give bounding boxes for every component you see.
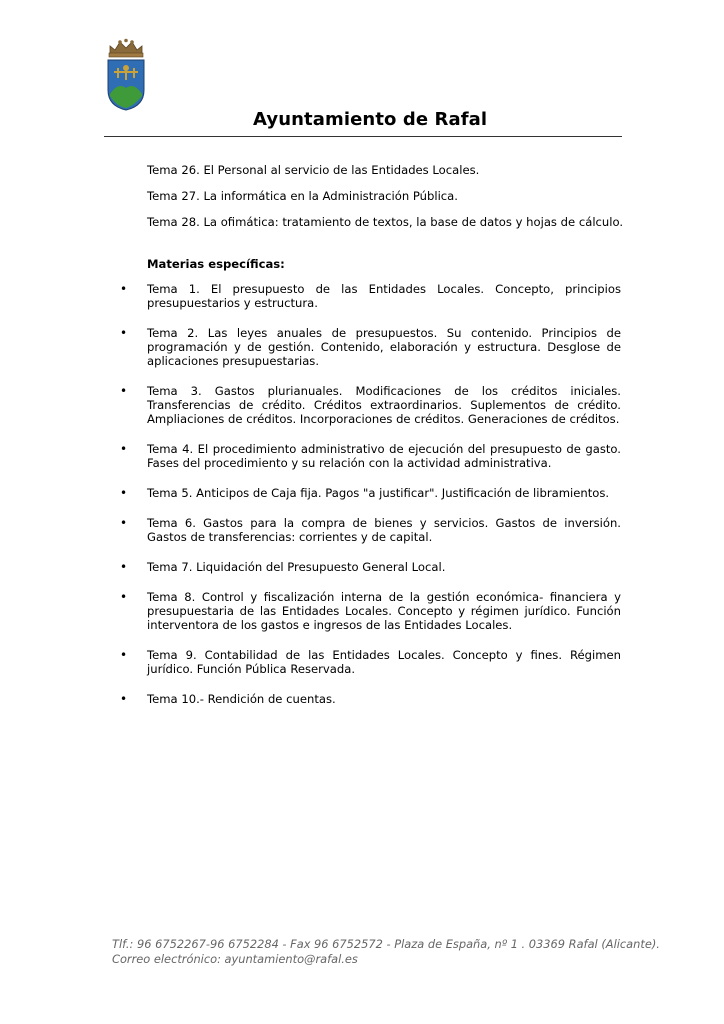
section-heading: Materias específicas: bbox=[147, 257, 285, 271]
topic-text: Tema 1. El presupuesto de las Entidades Locales. Concepto, principios presupuestarios y estructura. bbox=[147, 282, 621, 310]
list-item bbox=[0, 560, 621, 574]
list-item bbox=[0, 648, 621, 676]
topic-text: Tema 4. El procedimiento administrativo de ejecución del presupuesto de gasto. Fases del procedimiento y su relación con la actividad administrativa. bbox=[147, 442, 621, 470]
bullet-icon: • bbox=[120, 560, 128, 574]
list-item bbox=[0, 282, 621, 310]
topic-text: Tema 8. Control y fiscalización interna de la gestión económica- financiera y presupuestaria de las Entidades Locales. Concepto y régimen jurídico. Función interventora de los gastos e ingresos de las Entidades Locales. bbox=[147, 590, 621, 632]
list-item bbox=[0, 384, 621, 426]
topic-text: Tema 3. Gastos plurianuales. Modificaciones de los créditos iniciales. Transferencias de crédito. Créditos extraordinarios. Suplementos de crédito. Ampliaciones de créditos. Incorporaciones de créditos. Generaciones de créditos. bbox=[147, 384, 621, 426]
bullet-icon: • bbox=[120, 282, 128, 296]
header-divider bbox=[104, 136, 622, 137]
list-item bbox=[0, 486, 621, 500]
topic-text: Tema 2. Las leyes anuales de presupuestos. Su contenido. Principios de programación y de gestión. Contenido, elaboración y estructura. Desglose de aplicaciones presupuestarias. bbox=[147, 326, 621, 368]
topic-text: Tema 9. Contabilidad de las Entidades Locales. Concepto y fines. Régimen jurídico. Función Pública Reservada. bbox=[147, 648, 621, 676]
topic-28: Tema 28. La ofimática: tratamiento de textos, la base de datos y hojas de cálculo. bbox=[147, 215, 624, 229]
bullet-icon: • bbox=[120, 590, 128, 604]
bullet-icon: • bbox=[120, 692, 128, 706]
page-footer bbox=[112, 937, 660, 967]
topic-text: Tema 6. Gastos para la compra de bienes y servicios. Gastos de inversión. Gastos de transferencias: corrientes y de capital. bbox=[147, 516, 621, 544]
list-item bbox=[0, 692, 621, 706]
bullet-icon: • bbox=[120, 384, 128, 398]
specific-topics-list bbox=[0, 282, 724, 722]
footer-contact-line: Tlf.: 96 6752267-96 6752284 - Fax 96 6752572 - Plaza de España, nº 1 . 03369 Rafal (Alicante). bbox=[112, 937, 660, 951]
bullet-icon: • bbox=[120, 516, 128, 530]
list-item bbox=[0, 516, 621, 544]
topic-26: Tema 26. El Personal al servicio de las Entidades Locales. bbox=[147, 163, 480, 177]
topic-text: Tema 7. Liquidación del Presupuesto General Local. bbox=[147, 560, 446, 574]
bullet-icon: • bbox=[120, 648, 128, 662]
list-item bbox=[0, 326, 621, 368]
bullet-icon: • bbox=[120, 442, 128, 456]
list-item bbox=[0, 590, 621, 632]
list-item bbox=[0, 442, 621, 470]
footer-email-line: Correo electrónico: ayuntamiento@rafal.es bbox=[112, 952, 358, 966]
topic-text: Tema 10.- Rendición de cuentas. bbox=[147, 692, 336, 706]
bullet-icon: • bbox=[120, 326, 128, 340]
bullet-icon: • bbox=[120, 486, 128, 500]
page-title: Ayuntamiento de Rafal bbox=[253, 109, 488, 130]
topic-27: Tema 27. La informática en la Administración Pública. bbox=[147, 189, 458, 203]
town-coat-of-arms-icon bbox=[104, 38, 148, 112]
topic-text: Tema 5. Anticipos de Caja fija. Pagos "a justificar". Justificación de libramientos. bbox=[147, 486, 610, 500]
